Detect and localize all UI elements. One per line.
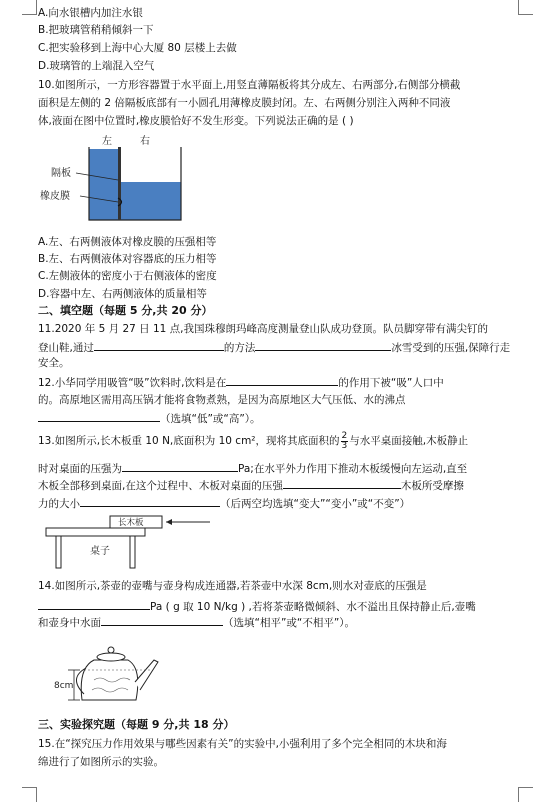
q13-board-table-figure [42, 512, 232, 572]
q10-right-liquid [120, 182, 181, 220]
q12-blank-1[interactable] [226, 374, 338, 386]
q13-table-leg-right [130, 536, 135, 568]
q10-label-partition: 隔板 [51, 168, 71, 179]
q10-option-b: B.左、右两侧液体对容器底的压力相等 [38, 253, 217, 265]
q13-blank-3[interactable] [80, 495, 220, 507]
q10-option-a: A.左、右两侧液体对橡皮膜的压强相等 [38, 236, 217, 248]
q12-line-1: 12.小华同学用吸管“吸”饮料时,饮料是在 的作用下被“吸”人口中 [38, 374, 444, 390]
q10-container-figure [40, 130, 190, 226]
q13-blank-1[interactable] [122, 460, 238, 472]
q12-line-2: 的。高原地区需用高压锅才能将食物煮熟，是因为高原地区大气压低、水的沸点 [38, 394, 406, 406]
q13-line-4: 力的大小 （后两空均选填“变大”“变小”或“不变”） [38, 495, 410, 511]
q9-option-c: C.把实验移到上海中心大厦 80 层楼上去做 [38, 42, 237, 54]
q13-blank-2[interactable] [283, 477, 401, 489]
q14-label-depth: 8cm [54, 681, 74, 691]
crop-mark-bottom-left [22, 787, 37, 802]
crop-mark-top-right [518, 0, 533, 15]
q14-teapot-figure [54, 638, 164, 706]
q14-blank-2[interactable] [101, 614, 223, 626]
q10-label-membrane: 橡皮膜 [40, 191, 70, 202]
q13-label-board: 长木板 [118, 518, 144, 528]
q14-teapot-body [81, 660, 138, 700]
q10-label-left: 左 [102, 136, 112, 147]
q13-fraction: $\frac{2}{3}$ [341, 430, 348, 451]
q13-line-3: 木板全部移到桌面,在这个过程中、木板对桌面的压强 木板所受摩擦 [38, 477, 464, 493]
q13-table-top [46, 528, 145, 536]
q9-option-d: D.玻璃管的上端混入空气 [38, 60, 155, 72]
q14-teapot-knob [108, 647, 114, 653]
q15-line-1: 15.在“探究压力作用效果与哪些因素有关”的实验中,小强利用了多个完全相同的木块和海 [38, 738, 447, 750]
q13-line-2: 时对桌面的压强为 Pa;在水平外力作用下推动木板缓慢向左运动,直至 [38, 460, 467, 476]
q11-blank-1[interactable] [94, 339, 224, 351]
q10-stem-line-3: 体,液面在图中位置时,橡皮膜恰好不发生形变。下列说法正确的是 ( ) [38, 115, 354, 127]
q10-option-d: D.容器中左、右两侧液体的质量相等 [38, 288, 207, 300]
section-3-title: 三、实验探究题（每题 9 分,共 18 分） [38, 718, 235, 731]
q9-option-b: B.把玻璃管稍稍倾斜一下 [38, 24, 154, 36]
q11-line-1: 11.2020 年 5 月 27 日 11 点,我国珠穆朗玛峰高度测量登山队成功登顶。队员脚穿带有满尖钉的 [38, 323, 489, 335]
q10-left-liquid [89, 149, 120, 220]
q14-line-2: Pa ( g 取 10 N/kg ) ,若将茶壶略微倾斜、水不溢出且保持静止后,壶嘴 [38, 598, 476, 614]
q9-option-a: A.向水银槽内加注水银 [38, 7, 143, 19]
q14-line-1: 14.如图所示,茶壶的壶嘴与壶身构成连通器,若茶壶中水深 8cm,则水对壶底的压强是 [38, 580, 427, 592]
q14-blank-1[interactable] [38, 598, 150, 610]
q13-table-leg-left [56, 536, 61, 568]
q13-line-1: 13.如图所示,长木板重 10 N,底面积为 10 cm²，现将其底面积的 $\frac{2}{3}$ 与水平桌面接触,木板静止 [38, 430, 469, 451]
q14-teapot-lid [97, 653, 125, 661]
q15-line-2: 绵进行了如图所示的实验。 [38, 756, 164, 768]
q14-line-3: 和壶身中水面 （选填“相平”或“不相平”）。 [38, 614, 355, 630]
crop-mark-top-left [22, 0, 37, 15]
q11-line-3: 安全。 [38, 357, 70, 369]
q10-stem-line-2: 面积是左侧的 2 倍隔板底部有一小圆孔用薄橡皮膜封闭。左、右两侧分别注入两种不同液 [38, 97, 451, 109]
q10-stem-line-1: 10.如图所示，一方形容器置于水平面上,用竖直薄隔板将其分成左、右两部分,右侧部分横截 [38, 79, 461, 91]
q10-label-right: 右 [140, 136, 150, 147]
q13-push-arrowhead [166, 519, 172, 525]
section-2-title: 二、填空题（每题 5 分,共 20 分） [38, 304, 213, 317]
q10-option-c: C.左侧液体的密度小于右侧液体的密度 [38, 270, 217, 282]
q11-blank-2[interactable] [255, 339, 391, 351]
q10-partition [118, 147, 121, 220]
q12-line-3: （选填“低”或“高”）。 [38, 410, 261, 426]
q14-teapot-spout [135, 660, 158, 690]
q11-line-2: 登山鞋,通过 的方法 冰雪受到的压强,保障行走 [38, 339, 510, 355]
crop-mark-bottom-right [518, 787, 533, 802]
q12-blank-2[interactable] [38, 410, 160, 422]
q13-label-table: 桌子 [90, 546, 110, 557]
